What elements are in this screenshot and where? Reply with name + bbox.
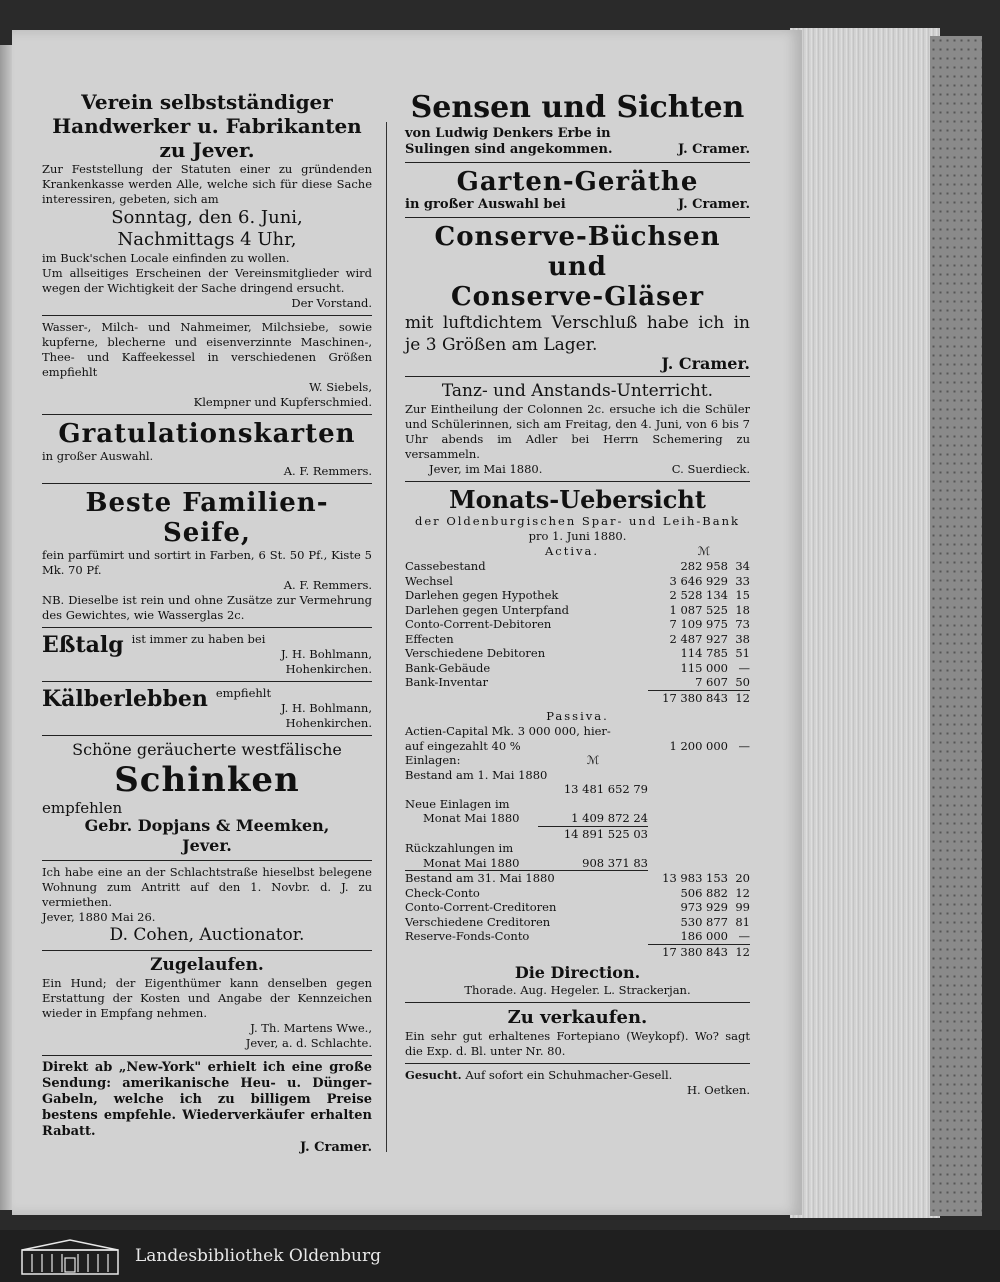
conserve-title2: Conserve-Gläser [450,282,705,312]
cramer-sign: J. Cramer. [299,1140,372,1155]
rueck-label: Rückzahlungen im [405,841,514,855]
conserve-sign: J. Cramer. [661,354,750,373]
seife-text: fein parfümirt und sortirt in Farben, 6 St. 50 Pf., Kiste 5 Mk. 70 Pf. [42,548,372,577]
total-cents: 12 [728,690,750,705]
left-column [42,90,372,1156]
row-label: Darlehen gegen Unterpfand [405,602,569,617]
garten-row [405,197,750,213]
tanz-title: Tanz- und Anstands-Unterricht. [441,381,714,401]
gesucht-label: Gesucht. [405,1068,462,1082]
kalb-ad [42,686,372,731]
verein-date: Sonntag, den 6. Juni, [111,207,303,228]
hund-sign: J. Th. Martens Wwe., [250,1021,372,1035]
table-row [405,675,750,690]
row-amount: 186 000 [680,929,728,943]
sensen-title: Sensen und Sichten [410,90,745,125]
monat-sub2: pro 1. Juni 1880. [528,529,627,543]
table-row [405,797,750,812]
rueck-label2: Monat Mai 1880 [423,855,520,870]
verein-time: Nachmittags 4 Uhr, [117,229,297,250]
verein-text2: im Buck'schen Locale einfinden zu wollen. [42,251,290,265]
currency-mark: ℳ [586,753,600,767]
table-row [405,841,750,856]
row-label: Verschiedene Creditoren [405,914,551,929]
kalb-sign2: Hohenkirchen. [285,716,372,730]
rule [405,1063,750,1064]
table-row [405,661,750,676]
bestand31-cents: 20 [735,870,750,885]
row-amount: 973 929 [680,900,728,914]
neue-value: 1 409 872 24 [571,811,648,825]
row-amount: 1 087 525 [669,602,728,617]
bestand31-label: Bestand am 31. Mai 1880 [405,871,648,886]
tanz-text: Zur Eintheilung der Colonnen 2c. ersuche ich die Schüler und Schülerinnen, sich am Freitag, den 4. Juni, von 6 bis 7 Uhr abends im Adler bei Herrn Schemering zu versammeln. [405,402,750,461]
table-row [405,632,750,647]
neue-label2: Monat Mai 1880 [423,811,520,826]
row-label: Verschiedene Debitoren [405,646,546,660]
verein-text: Zur Feststellung der Statuten einer zu gründenden Krankenkasse werden Alle, welche sich für diese Sache interessiren, gebeten, sich am [42,162,372,206]
gesucht-row [405,1068,750,1083]
seife-sign: A. F. Remmers. [283,578,372,592]
tanz-row [405,462,750,477]
cramer-text: Direkt ab „New-York" erhielt ich eine große Sendung: amerikanische Heu- u. Dünger-Gabeln, welche ich zu billigem Preise bestens empfehle. Wiederverkäufer erhalten Rabatt. [42,1060,372,1139]
garten-text: in großer Auswahl bei [405,197,566,212]
column-divider [386,122,387,1152]
table-row [405,574,750,589]
sensen-text: von Ludwig Denkers Erbe in Sulingen sind angekommen. [405,126,613,157]
row-amount: 506 882 [680,885,728,900]
activa-table [405,559,750,705]
row-cents: 50 [735,675,750,689]
table-row [405,603,750,618]
total-row [405,690,750,705]
page-stack [790,28,940,1218]
seife-title: Beste Familien-Seife, [85,488,329,548]
row-label: Check-Conto [405,885,480,900]
row-amount: 3 646 929 [669,573,728,588]
table-row [405,900,750,915]
table-row [405,768,750,783]
row-amount: 282 958 [680,559,728,573]
table-row [405,929,750,944]
newspaper-page [12,30,802,1215]
bestand1-value: 13 481 652 79 [563,782,648,796]
rule [405,1002,750,1003]
row-cents: — [738,929,750,943]
sensen-row [405,126,750,158]
conserve-text: mit luftdichtem Verschluß habe ich in je 3 Größen am Lager. [405,313,750,355]
row-label: Conto-Corrent-Debitoren [405,617,552,631]
table-row [405,811,750,826]
rule [405,162,750,163]
table-row [405,617,750,632]
bestand31-amount: 13 983 153 [662,870,728,885]
currency-label: ℳ [697,544,710,558]
rule [42,483,372,484]
row-label: Reserve-Fonds-Conto [405,929,530,944]
essig-title: Eßtalg [42,632,124,658]
row-label: Darlehen gegen Hypothek [405,588,559,602]
table-row [405,559,750,574]
row-amount: 2 528 134 [669,588,728,602]
rule [42,735,372,736]
footer-bar [0,1230,1000,1282]
table-row [405,782,750,797]
total-cents: 12 [728,944,750,959]
table-row [405,856,750,871]
table-row [405,739,750,754]
row-label: Cassebestand [405,559,486,573]
rueck-value: 908 371 83 [582,855,648,870]
activa-label: Activa. [545,544,600,558]
verein-text3: Um allseitiges Erscheinen der Vereinsmitglieder wird wegen der Wichtigkeit der Sache dringend ersucht. [42,266,372,295]
row-cents: 34 [735,559,750,573]
rule [405,217,750,218]
total-amount: 17 380 843 [648,944,728,959]
table-row [405,588,750,603]
essig-text: ist immer zu haben bei [131,632,266,646]
cohen-date: Jever, 1880 Mai 26. [42,910,156,924]
rule [405,376,750,377]
schinken-sign: Gebr. Dopjans & Meemken, [84,816,330,835]
table-row [405,646,750,661]
passiva-label: Passiva. [546,709,609,723]
row-cents: — [738,660,750,675]
essig-sign2: Hohenkirchen. [285,662,372,676]
rule [42,950,372,951]
sensen-sign: J. Cramer. [677,142,750,157]
conserve-title: Conserve-Büchsen und [434,222,721,282]
hund-text: Ein Hund; der Eigenthümer kann denselben gegen Erstattung der Kosten und Angabe der Kennzeichen wieder in Empfang nehmen. [42,976,372,1020]
row-cents: 18 [735,602,750,617]
actien-label2: auf eingezahlt 40 % [405,738,521,753]
kalb-text: empfiehlt [215,686,272,700]
row-cents: 51 [735,646,750,660]
table-row [405,724,750,739]
row-label: Effecten [405,631,454,646]
verein-sign: Der Vorstand. [291,296,372,310]
garten-sign: J. Cramer. [677,197,750,212]
tanz-date: Jever, im Mai 1880. [429,462,543,476]
right-column [405,90,750,1098]
cohen-sign: D. Cohen, Auctionator. [109,925,305,945]
kalb-sign: J. H. Bohlmann, [280,701,372,715]
gesucht-text: Auf sofort ein Schuhmacher-Gesell. [465,1068,673,1082]
seife-nb: NB. Dieselbe ist rein und ohne Zusätze zur Vermehrung des Gewichtes, wie Wasserglas 2c. [42,593,372,622]
passiva-table [405,724,750,959]
schinken-text: empfehlen [42,799,123,817]
library-logo-icon [20,1238,120,1276]
monat-sub: der Oldenburgischen Spar- und Leih-Bank [415,514,740,528]
verkauf-text: Ein sehr gut erhaltenes Fortepiano (Weykopf). Wo? sagt die Exp. d. Bl. unter Nr. 80. [405,1029,750,1058]
row-label: Bank-Inventar [405,675,488,690]
schinken-pre: Schöne geräucherte westfälische [72,740,342,759]
row-amount: 2 487 927 [669,631,728,646]
garten-title: Garten-Geräthe [456,167,699,197]
row-cents: 99 [735,900,750,914]
hund-sign2: Jever, a. d. Schlachte. [245,1036,372,1050]
row-label: Wechsel [405,573,453,588]
siebels-sign: W. Siebels, [309,380,372,394]
direction-names: Thorade. Aug. Hegeler. L. Strackerjan. [464,983,691,997]
row-amount: 7 109 975 [669,617,728,631]
einlagen-label: Einlagen: [405,753,461,767]
table-row [405,826,750,841]
total-row [405,944,750,959]
verein-title: Verein selbstständiger Handwerker u. Fabrikanten zu Jever. [52,90,362,162]
row-cents: 12 [735,885,750,900]
schinken-title: Schinken [114,760,300,800]
row-cents: 73 [735,617,750,631]
essig-sign: J. H. Bohlmann, [280,647,372,661]
book-cover [930,36,982,1216]
siebels-sign2: Klempner und Kupferschmied. [193,395,372,409]
kalb-title: Kälberlebben [42,686,208,712]
table-row [405,753,750,768]
row-cents: 38 [735,631,750,646]
sum1-value: 14 891 525 03 [538,826,648,841]
row-cents: 15 [735,588,750,602]
rule [42,627,372,628]
cohen-text: Ich habe eine an der Schlachtstraße hieselbst belegene Wohnung zum Antritt auf den 1. Novbr. d. J. zu vermiethen. [42,865,372,909]
grat-title: Gratulationskarten [58,419,356,449]
table-row [405,871,750,886]
rule [42,1055,372,1056]
row-amount: 7 607 [695,675,728,689]
table-row [405,915,750,930]
left-page-edge [0,45,12,1210]
schinken-sign2: Jever. [182,836,232,855]
monat-title: Monats-Uebersicht [449,485,706,514]
siebels-text: Wasser-, Milch- und Nahmeimer, Milchsiebe, sowie kupferne, blecherne und eisenverzinnte Maschinen-, Thee- und Kaffeekessel in verschiedenen Größen empfiehlt [42,320,372,379]
rule [42,860,372,861]
grat-text: in großer Auswahl. [42,449,154,463]
row-amount: 115 000 [680,660,728,675]
bestand1-label: Bestand am 1. Mai 1880 [405,767,548,782]
actien-amount: 1 200 000 [669,738,728,753]
direction-title: Die Direction. [514,963,641,982]
row-amount: 530 877 [680,914,728,929]
hund-title: Zugelaufen. [150,955,264,975]
tanz-sign: C. Suerdieck. [671,462,750,476]
table-row [405,886,750,901]
actien-cents: — [738,738,750,753]
library-name: Landesbibliothek Oldenburg [135,1246,382,1266]
grat-sign: A. F. Remmers. [283,464,372,478]
essig-ad [42,632,372,677]
activa-header [405,544,750,559]
gesucht-sign: H. Oetken. [686,1083,750,1097]
verkauf-title: Zu verkaufen. [507,1007,648,1028]
total-amount: 17 380 843 [648,690,728,705]
rule [42,315,372,316]
rule [405,481,750,482]
row-label: Conto-Corrent-Creditoren [405,900,557,914]
row-label: Bank-Gebäude [405,660,491,675]
rule [42,414,372,415]
row-cents: 81 [735,914,750,929]
row-amount: 114 785 [680,646,728,660]
neue-label: Neue Einlagen im [405,796,510,811]
row-cents: 33 [735,573,750,588]
actien-label: Actien-Capital Mk. 3 000 000, hier- [405,724,611,738]
rule [42,681,372,682]
